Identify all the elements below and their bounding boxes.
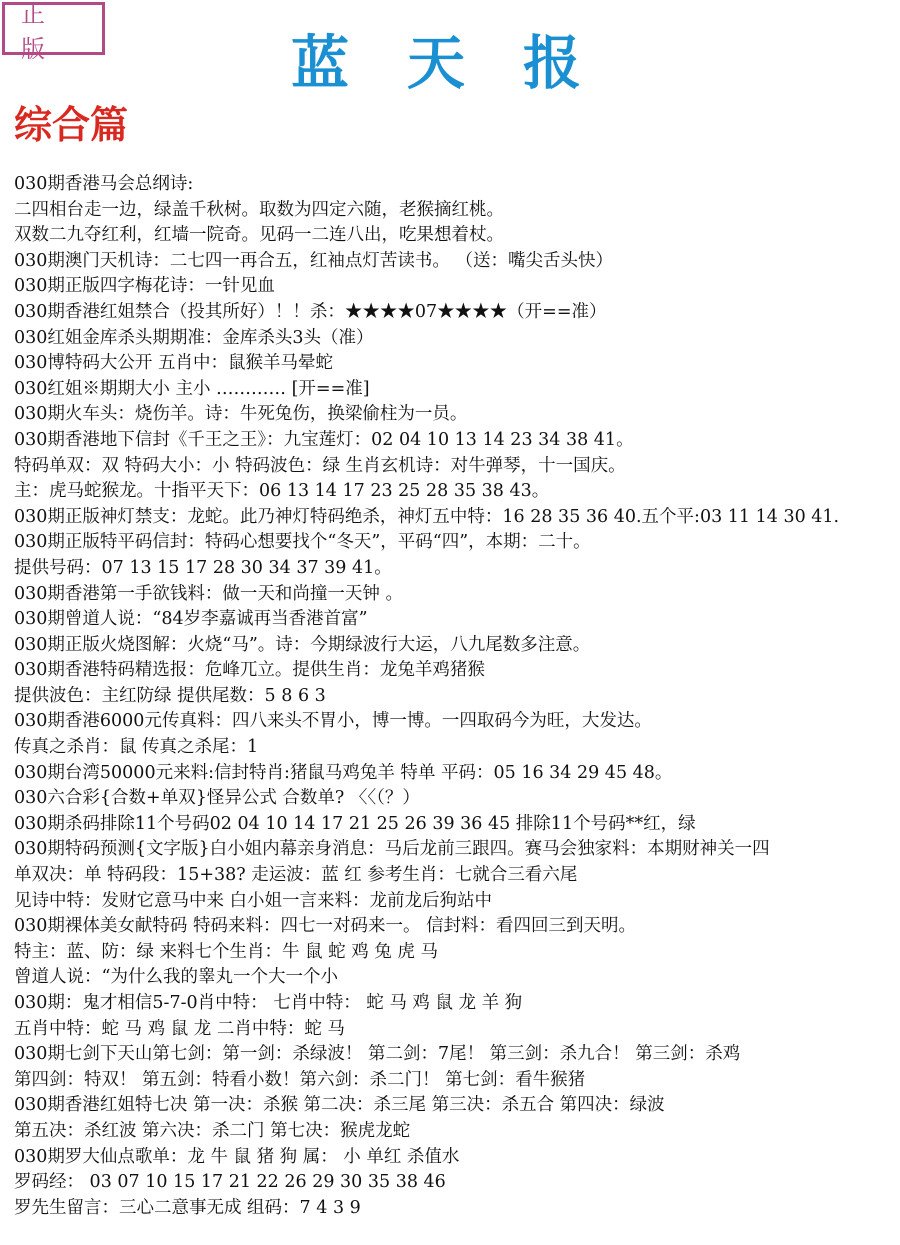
text-line: 030期澳门天机诗：二七四一再合五，红袖点灯苦读书。 （送：嘴尖舌头快） <box>14 250 613 271</box>
text-line: 传真之杀肖：鼠 传真之杀尾：1 <box>14 737 259 758</box>
text-line: 二四相台走一边，绿盖千秋树。取数为四定六随，老猴摘红桃。 <box>14 199 504 220</box>
text-line: 第四剑：特双！ 第五剑：特看小数！第六剑：杀二门！ 第七剑：看牛猴猪 <box>14 1069 586 1090</box>
text-line: 双数二九夺红利，红墙一院奇。见码一二连八出，吃果想着杖。 <box>14 225 504 246</box>
edition-badge: 正 版 <box>2 2 105 55</box>
text-line: 主：虎马蛇猴龙。十指平天下：06 13 14 17 23 25 28 35 38 43。 <box>14 481 550 502</box>
text-line: 030期香港马会总纲诗: <box>14 174 194 194</box>
text-line: 030博特码大公开 五肖中：鼠猴羊马晕蛇 <box>14 353 333 374</box>
text-line: 030期台湾50000元来料:信封特肖:猪鼠马鸡兔羊 特单 平码：05 16 34 29 45 48。 <box>14 762 673 783</box>
text-line: 030期香港红姐特七决 第一决：杀猴 第二决：杀三尾 第三决：杀五合 第四决：绿波 <box>14 1095 665 1116</box>
section-title: 综合篇 <box>14 102 129 147</box>
text-line: 030红姐金库杀头期期准：金库杀头3头（准） <box>14 327 374 348</box>
text-line: 030期杀码排除11个号码02 04 10 14 17 21 25 26 39 36 45 排除11个号码**红，绿 <box>14 813 696 834</box>
text-line: 030期曾道人说：“84岁李嘉诚再当香港首富” <box>14 609 368 630</box>
text-line: 030期香港第一手欲钱料：做一天和尚撞一天钟 。 <box>14 583 403 604</box>
text-line: 见诗中特：发财它意马中来 白小姐一言来料：龙前龙后狗站中 <box>14 890 493 911</box>
text-line: 第五决：杀红波 第六决：杀二门 第七决：猴虎龙蛇 <box>14 1120 411 1141</box>
text-line: 030期：鬼才相信5-7-0肖中特： 七肖中特： 蛇 马 鸡 鼠 龙 羊 狗 <box>14 993 523 1013</box>
text-line: 030期香港地下信封《千王之王》：九宝莲灯：02 04 10 13 14 23 34 38 41。 <box>14 429 634 450</box>
text-line: 030期特码预测{文字版}白小姐内幕亲身消息：马后龙前三跟四。赛马会独家料：本期财神关一四 <box>14 839 770 860</box>
text-line: 030期正版神灯禁支：龙蛇。此乃神灯特码绝杀，神灯五中特：16 28 35 36 40.五个平:03 11 14 30 41. <box>14 506 840 527</box>
text-line: 曾道人说：“为什么我的睾丸一个大一个小 <box>14 967 338 988</box>
text-line: 030六合彩{合数+单双}怪异公式 合数单? 〈〈（？） <box>14 788 420 809</box>
text-line: 罗先生留言：三心二意事无成 组码：7 4 3 9 <box>14 1197 361 1218</box>
text-line: 030期香港红姐禁合（投其所好）！！杀：★★★★07★★★★（开==准） <box>14 301 607 322</box>
text-line: 030期罗大仙点歌单：龙 牛 鼠 猪 狗 属： 小 单红 杀值水 <box>14 1146 460 1167</box>
text-line: 单双决：单 特码段：15+38? 走运波：蓝 红 参考生肖：七就合三看六尾 <box>14 865 578 886</box>
text-line: 030期香港6000元传真料：四八来头不胃小，博一博。一四取码今为旺，大发达。 <box>14 711 652 732</box>
text-line: 特码单双：双 特码大小：小 特码波色：绿 生肖玄机诗：对牛弹琴，十一国庆。 <box>14 455 626 476</box>
text-line: 特主：蓝、防：绿 来料七个生肖：牛 鼠 蛇 鸡 兔 虎 马 <box>14 941 438 962</box>
text-line: 030期正版四字梅花诗：一针见血 <box>14 276 275 297</box>
text-line: 030期火车头：烧伤羊。诗：牛死兔伤，换梁偷柱为一员。 <box>14 404 468 425</box>
text-line: 030红姐※期期大小 主小 ………… [开==准] <box>14 378 370 399</box>
text-line: 030期正版特平码信封：特码心想要找个“冬天”，平码“四”，本期：二十。 <box>14 532 591 553</box>
text-line: 五肖中特：蛇 马 鸡 鼠 龙 二肖中特：蛇 马 <box>14 1018 345 1039</box>
text-lines <box>14 172 896 1221</box>
text-line: 030期正版火烧图解：火烧“马”。诗：今期绿波行大运，八九尾数多注意。 <box>14 634 591 655</box>
text-line: 提供号码：07 13 15 17 28 30 34 37 39 41。 <box>14 557 392 578</box>
masthead-title: 蓝天报 <box>290 29 639 97</box>
text-line: 030期香港特码精选报：危峰兀立。提供生肖：龙兔羊鸡猪猴 <box>14 660 485 681</box>
text-line: 罗码经： 03 07 10 15 17 21 22 26 29 30 35 38 46 <box>14 1172 446 1193</box>
text-line: 030期裸体美女献特码 特码来料：四七一对码来一。 信封料：看四回三到天明。 <box>14 916 637 937</box>
text-line: 030期七剑下天山第七剑：第一剑：杀绿波！ 第二剑：7尾！ 第三剑：杀九合！ 第三剑：杀鸡 <box>14 1044 741 1065</box>
text-line: 提供波色：主红防绿 提供尾数：5 8 6 3 <box>14 685 326 706</box>
